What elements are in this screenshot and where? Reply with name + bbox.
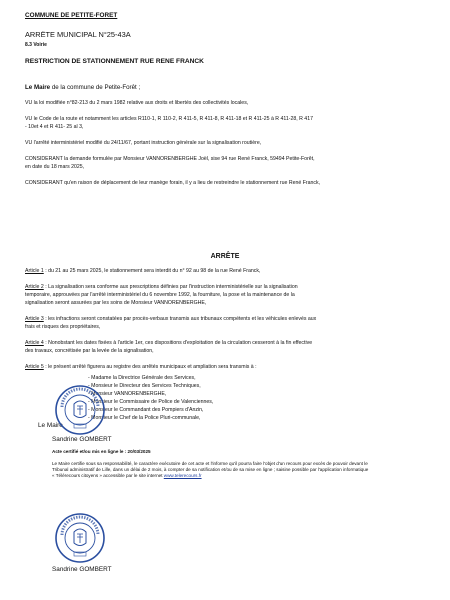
legal-notice-line-1: Le Maire certifie sous sa responsabilité, le caractère exécutoire de cet acte et l'informe qu'il pourra faire l'objet d'un recours pour excès de pouvoir devant le: [52, 461, 368, 466]
recipient-list: [88, 374, 213, 422]
list-item: - Monsieur le Directeur des Services Techniques,: [88, 383, 201, 389]
article-4-line-1: Article 4 : Nonobstant les dates fixées à l'article 1er, ces dispositions d'exploitation de la circulation cesseront à la fin effective: [25, 340, 313, 346]
commune-name: COMMUNE DE PETITE-FORET: [25, 12, 118, 19]
list-item: - Madame la Directrice Générale des Services,: [88, 375, 196, 381]
service-code: 8.3 Voirie: [25, 42, 47, 48]
online-date: Acte certifié et/ou mis en ligne le : 20/03/2025: [52, 449, 151, 454]
signatory-name-2: Sandrine GOMBERT: [52, 566, 112, 573]
preamble-maire: Le Maire de la commune de Petite-Forêt ;: [25, 84, 141, 91]
municipal-seal-icon: [54, 384, 106, 436]
arrete-heading: ARRÊTE: [210, 253, 240, 260]
signatory-name-1: Sandrine GOMBERT: [52, 436, 112, 443]
legal-notice-line-3: « Télérecours citoyens » accessible par le site internet www.telerecours.fr: [52, 473, 202, 478]
municipal-seal-icon: [54, 512, 106, 564]
article-3-line-1: Article 3 : les infractions seront constatées par procès-verbaux transmis aux tribunaux compétents et les véhicules enlevés aux: [25, 316, 317, 322]
vu-line-3: VU l'arrêté interministériel modifié du 24/11/67, portant instruction générale sur la signalisation routière,: [25, 140, 262, 146]
list-item: - Monsieur le Commissaire de Police de Valenciennes,: [88, 399, 214, 405]
vu-line-2a: VU le Code de la route et notamment les articles R110-1, R 110-2, R 411-5, R 411-8, R 411-18 et R 411-25 à R 411-28, R 417: [25, 116, 313, 122]
article-2-line-2: temporaire, approuvées par l'arrêté interministériel du 6 novembre 1992, la fourniture, la pose et la maintenance de la: [25, 292, 295, 298]
list-item: - Monsieur le Commandant des Pompiers d'Anzin,: [88, 407, 204, 413]
considerant-1a: CONSIDÉRANT la demande formulée par Monsieur VANNORENBERGHE Joël, sise 94 rue René Franck, 59494 Petite-Forêt,: [25, 156, 315, 162]
vu-line-2b: - 10et 4 et R 411- 25 al 3,: [25, 124, 84, 130]
vu-line-1: VU la loi modifiée n°82-213 du 2 mars 1982 relative aux droits et libertés des collectivités locales,: [25, 100, 249, 106]
telerecours-link[interactable]: www.telerecours.fr: [163, 473, 202, 478]
article-1: Article 1 : du 21 au 25 mars 2025, le stationnement sera interdit du n° 92 au 98 de la rue René Franck,: [25, 268, 261, 274]
article-2-line-1: Article 2 : La signalisation sera conforme aux prescriptions définies par l'instruction interministérielle sur la signalisation: [25, 284, 298, 290]
article-5: Article 5 : le présent arrêté figurera au registre des arrêtés municipaux et ampliation sera transmis à :: [25, 364, 257, 370]
considerant-1b: en date du 18 mars 2025,: [25, 164, 85, 170]
document-title: RESTRICTION DE STATIONNEMENT RUE RENE FRANCK: [25, 58, 204, 65]
legal-notice-line-2: Tribunal administratif de Lille, dans un délai de 2 mois, à compter de sa notification et/ou de sa mise en ligne ; saisine possible par l'application informatique: [52, 467, 369, 472]
list-item: - Monsieur VANNORENBERGHE,: [88, 391, 167, 397]
arrete-reference: ARRÊTE MUNICIPAL N°25-43A: [25, 31, 131, 38]
article-3-line-2: frais et risques des propriétaires,: [25, 324, 101, 330]
considerant-2: CONSIDÉRANT qu'en raison de déplacement de leur manège forain, il y a lieu de restreindre le stationnement rue René Franck,: [25, 180, 321, 186]
list-item: - Monsieur le Chef de la Police Pluri-communale,: [88, 415, 201, 421]
signature-title: Le Maire: [38, 422, 63, 429]
article-2-line-3: signalisation seront assurées par les soins de Monsieur VANNORENBERGHE,: [25, 300, 207, 306]
article-4-line-2: des travaux, concrétisée par la levée de la signalisation,: [25, 348, 154, 354]
